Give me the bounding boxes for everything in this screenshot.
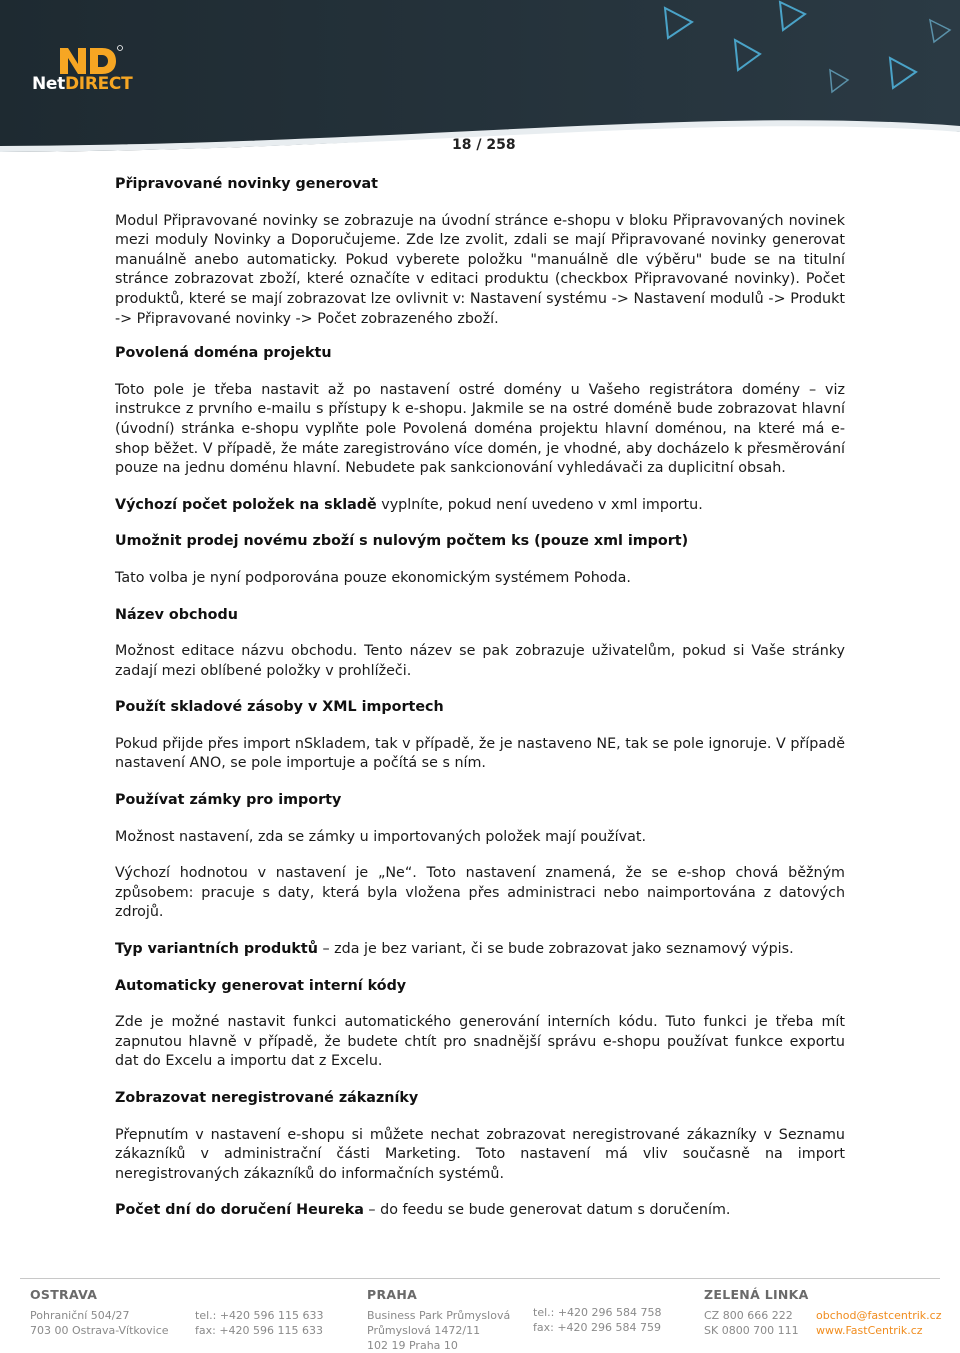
paragraph: Výchozí hodnotou v nastavení je „Ne“. Toto nastavení znamená, že se e-shop chová běžným způsobem: pracuje s daty, která byla vložena přes administraci nebo naimportována z datových zdrojů. [115,865,845,921]
section-heading: Název obchodu [115,606,238,623]
inline-rest: – do feedu se bude generovat datum s doručením. [363,1202,731,1219]
footer-praha-contact [533,1305,662,1335]
section-heading: Povolená doména projektu [115,345,332,362]
footer-email-link[interactable]: obchod@fastcentrik.cz [816,1309,942,1322]
paragraph: Pokud přijde přes import nSkladem, tak v případě, že je nastaveno NE, tak se pole ignoruje. V případě nastavení ANO, se pole importuje a počítá se s ním. [115,735,845,772]
paragraph: Toto pole je třeba nastavit až po nastavení ostré domény u Vašeho registrátora domény – viz instrukce z prvního e-mailu s přístupy k e-shopu. Jakmile se na ostré doméně bude zobrazovat hlavní (úvodní) stránka e-shopu vyplňte pole Povolená doména projektu hlavní doménou, na které má e-shop běžet. V případě, že máte zaregistrováno více domén, je vhodné, aby docházelo k přesměrování pouze na jednu doménu hlavní. Nebudete pak sankcionování vyhledávači za duplicitní obsah. [115,381,845,477]
footer-praha-street: Průmyslová 1472/11 [367,1324,481,1337]
section-heading: Zobrazovat neregistrované zákazníky [115,1090,419,1106]
paragraph: Možnost nastavení, zda se zámky u importovaných položek mají používat. [115,828,646,845]
section-heading: Připravované novinky generovat [115,176,379,192]
footer-green-sk: SK 0800 700 111 [704,1324,799,1337]
inline-paragraph [115,496,845,516]
document-body [115,175,845,1221]
paragraph: Přepnutím v nastavení e-shopu si můžete nechat zobrazovat neregistrované zákazníky v Seznamu zákazníků v administrační části Marketing. Toto nastavení má vliv současně na import neregistrovaných zákazníků do informačních systémů. [115,1126,845,1182]
section-heading: Použít skladové zásoby v XML importech [115,699,444,716]
section-heading: Používat zámky pro importy [115,792,342,809]
footer-ostrava-tel: tel.: +420 596 115 633 [195,1309,324,1322]
footer-green-cz: CZ 800 666 222 [704,1309,793,1322]
footer-praha-tel: tel.: +420 296 584 758 [533,1306,662,1319]
inline-rest: – zda je bez variant, či se bude zobrazovat jako seznamový výpis. [317,941,794,958]
footer-praha [367,1287,510,1353]
inline-bold: Výchozí počet položek na skladě [115,496,377,513]
banner-shape [0,0,960,152]
footer-green-title: ZELENÁ LINKA [704,1287,809,1302]
footer-green-line [704,1287,809,1338]
page-footer [0,1275,960,1352]
logo-wordmark [32,74,132,94]
section-heading: Automaticky generovat interní kódy [115,977,407,994]
netdirect-logo [30,44,140,100]
logo-prefix: Net [32,74,65,94]
footer-praha-city: 102 19 Praha 10 [367,1339,458,1352]
section-heading: Umožnit prodej novému zboží s nulovým počtem ks (pouze xml import) [115,533,689,550]
footer-divider [20,1278,940,1279]
inline-paragraph [115,1201,845,1221]
logo-accent: DIRECT [64,74,133,94]
inline-bold: Počet dní do doručení Heureka [115,1202,364,1219]
footer-ostrava-fax: fax: +420 596 115 633 [195,1324,324,1337]
paragraph: Možnost editace názvu obchodu. Tento název se pak zobrazuje uživatelům, pokud si Vaše stránky zadají mezi oblíbené položky v prohlížeči. [115,643,845,679]
paragraph: Modul Připravované novinky se zobrazuje na úvodní stránce e-shopu v bloku Připravovaných novinek mezi moduly Novinky a Doporučujeme. Zde lze zvolit, zdali se mají Připravované novinky generovat manuálně anebo automaticky. Pokud vyberete položku "manuálně dle výběru" bude se na titulní stránce zobrazovat zboží, které označíte v editaci produktu (checkbox Připravované novinky). Počet produktů, které se mají zobrazovat lze ovlivnit v: Nastavení systému -> Nastavení modulů -> Produkt -> Připravované novinky -> Počet zobrazeného zboží. [115,212,845,327]
paragraph: Tato volba je nyní podporována pouze ekonomickým systémem Pohoda. [115,569,631,586]
paragraph: Zde je možné nastavit funkci automatického generování interních kódu. Tuto funkci je třeba mít zapnutou hlavně v případě, že budete chtít pro snadnější správu e-shopu používat funkce exportu dat do Excelu a importu dat z Excelu. [115,1014,845,1070]
footer-ostrava-street: Pohraniční 504/27 [30,1309,130,1322]
page-number: 18 / 258 [452,137,516,153]
footer-ostrava-city: 703 00 Ostrava-Vítkovice [30,1324,169,1337]
footer-praha-fax: fax: +420 296 584 759 [533,1321,662,1334]
inline-bold: Typ variantních produktů [115,941,318,958]
header-banner [0,0,960,152]
footer-ostrava-title: OSTRAVA [30,1287,98,1302]
footer-ostrava [30,1287,169,1338]
footer-web-link[interactable]: www.FastCentrik.cz [816,1324,923,1337]
footer-ostrava-contact [195,1308,324,1338]
inline-paragraph [115,940,845,960]
inline-rest: vyplníte, pokud není uvedeno v xml importu. [376,496,703,513]
footer-praha-title: PRAHA [367,1287,418,1302]
footer-praha-park: Business Park Průmyslová [367,1309,511,1322]
footer-links [816,1308,941,1338]
